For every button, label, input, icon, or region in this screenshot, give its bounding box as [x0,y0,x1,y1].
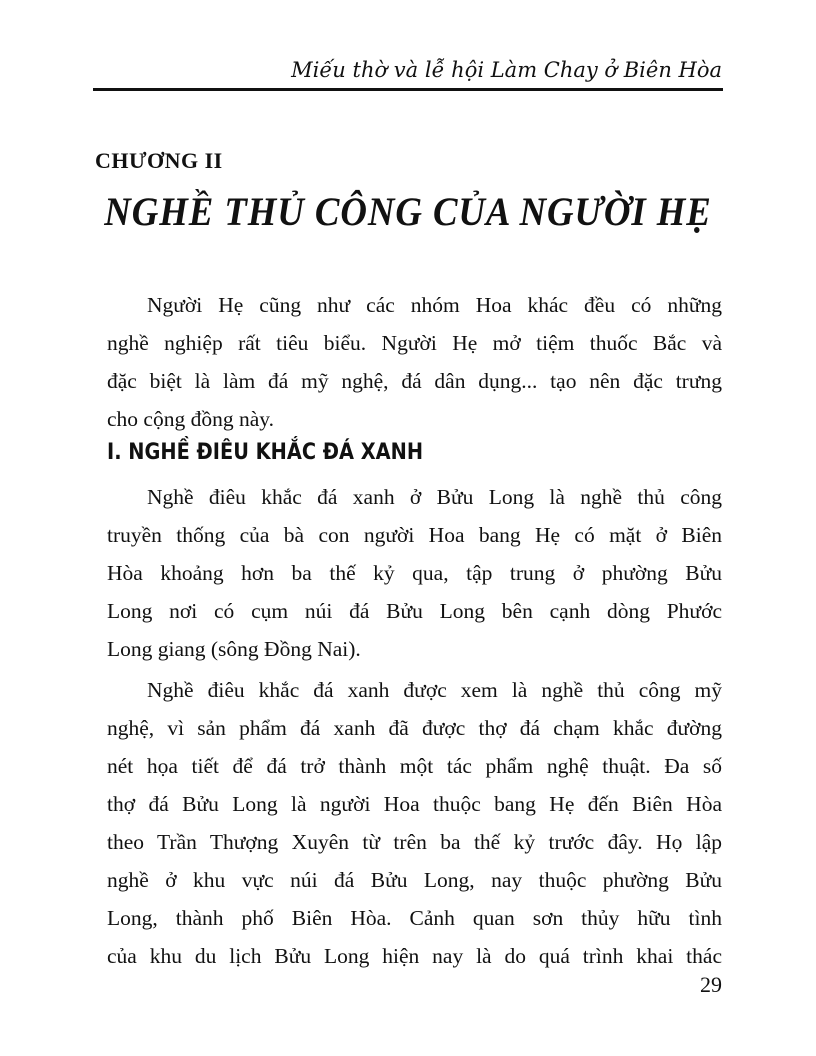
text-line: nghề nghiệp rất tiêu biểu. Người Hẹ mở tiệm thuốc Bắc và [107,331,722,355]
text-line: theo Trần Thượng Xuyên từ trên ba thế kỷ trước đây. Họ lập [107,830,722,854]
paragraph-3 [107,671,722,975]
text-line: Hòa khoảng hơn ba thế kỷ qua, tập trung ở phường Bửu [107,561,722,585]
header-rule [93,88,723,91]
text-line: của khu du lịch Bửu Long hiện nay là do quá trình khai thác [107,944,722,968]
text-line: Long, thành phố Biên Hòa. Cảnh quan sơn thủy hữu tình [107,906,722,930]
paragraph-2 [107,478,722,668]
paragraph-1 [107,286,722,438]
chapter-title: NGHỀ THỦ CÔNG CỦA NGƯỜI HẸ [104,189,712,234]
text-line: Nghề điêu khắc đá xanh được xem là nghề thủ công mỹ [147,678,722,702]
text-line: thợ đá Bửu Long là người Hoa thuộc bang Hẹ đến Biên Hòa [107,792,722,816]
text-line: Long giang (sông Đồng Nai). [107,637,361,661]
section-heading: I. NGHỀ ĐIÊU KHẮC ĐÁ XANH [107,440,424,465]
running-head: Miếu thờ và lễ hội Làm Chay ở Biên Hòa [291,58,722,82]
text-line: Nghề điêu khắc đá xanh ở Bửu Long là nghề thủ công [147,485,722,509]
text-line: nghệ, vì sản phẩm đá xanh đã được thợ đá chạm khắc đường [107,716,722,740]
text-line: đặc biệt là làm đá mỹ nghệ, đá dân dụng... tạo nên đặc trưng [107,369,722,393]
page-number: 29 [700,972,722,997]
chapter-label: CHƯƠNG II [95,148,223,173]
text-line: Long nơi có cụm núi đá Bửu Long bên cạnh dòng Phước [107,599,722,623]
text-line: truyền thống của bà con người Hoa bang Hẹ có mặt ở Biên [107,523,722,547]
text-line: nét họa tiết để đá trở thành một tác phẩm nghệ thuật. Đa số [107,754,722,778]
text-line: cho cộng đồng này. [107,407,274,431]
text-line: nghề ở khu vực núi đá Bửu Long, nay thuộc phường Bửu [107,868,722,892]
text-line: Người Hẹ cũng như các nhóm Hoa khác đều có những [147,293,722,317]
